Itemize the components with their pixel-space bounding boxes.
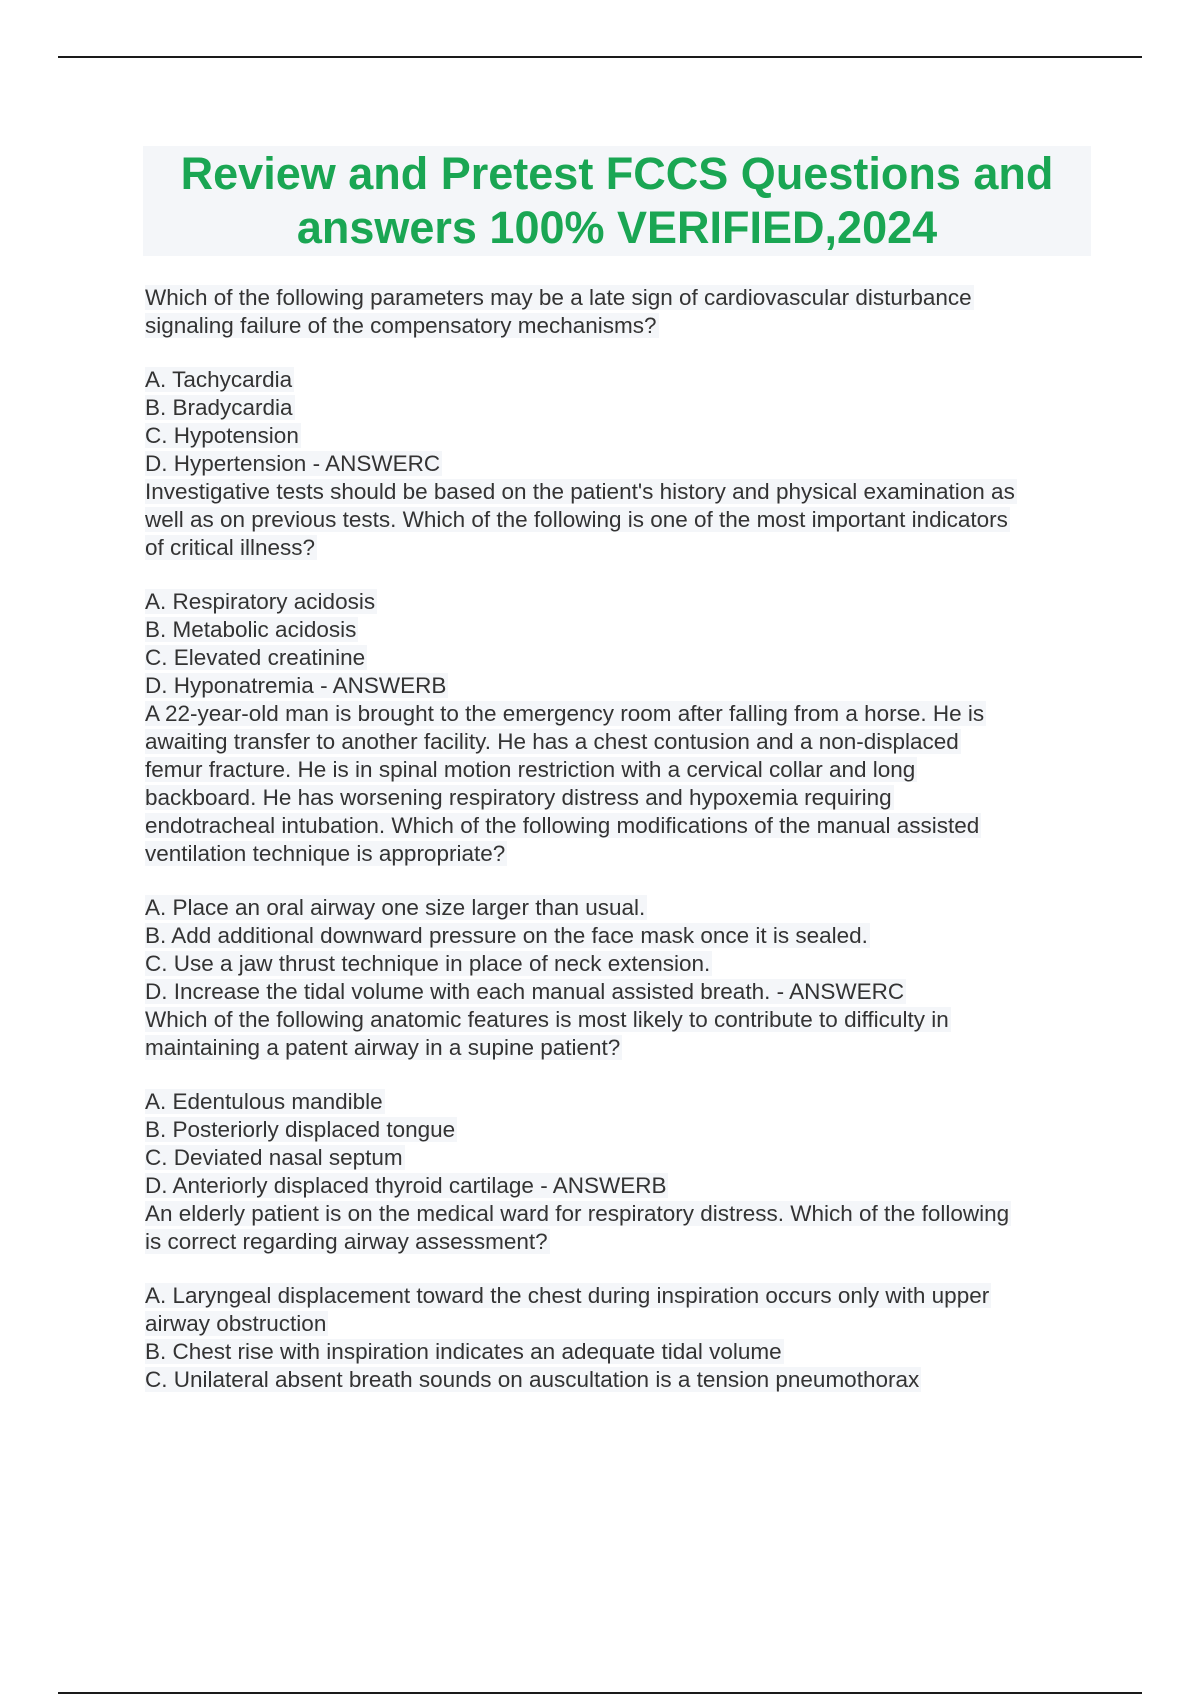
title-line-2: answers 100% VERIFIED,2024	[296, 202, 938, 253]
question-stem-line: signaling failure of the compensatory mechanisms?	[145, 313, 657, 338]
answer-option: A. Laryngeal displacement toward the chest during inspiration occurs only with upper	[145, 1283, 990, 1308]
question-4	[145, 1006, 1095, 1200]
question-stem-line: Investigative tests should be based on the patient's history and physical examination as	[145, 479, 1015, 504]
answer-option: C. Use a jaw thrust technique in place of neck extension.	[145, 951, 711, 976]
question-stem-line: An elderly patient is on the medical ward for respiratory distress. Which of the following	[145, 1201, 1010, 1226]
question-stem-line: backboard. He has worsening respiratory distress and hypoxemia requiring	[145, 785, 892, 810]
question-stem-line: is correct regarding airway assessment?	[145, 1229, 548, 1254]
answer-option: D. Increase the tidal volume with each manual assisted breath. - ANSWERC	[145, 979, 905, 1004]
answer-option: A. Place an oral airway one size larger than usual.	[145, 895, 646, 920]
answer-option: B. Posteriorly displaced tongue	[145, 1117, 456, 1142]
question-stem-line: Which of the following parameters may be a late sign of cardiovascular disturbance	[145, 285, 972, 310]
answer-option: B. Bradycardia	[145, 395, 293, 420]
answer-option: C. Hypotension	[145, 423, 299, 448]
answer-option: C. Elevated creatinine	[145, 645, 366, 670]
answer-option: A. Respiratory acidosis	[145, 589, 376, 614]
question-stem-line: well as on previous tests. Which of the following is one of the most important indicators	[145, 507, 1008, 532]
question-5	[145, 1200, 1095, 1394]
answer-option: B. Chest rise with inspiration indicates an adequate tidal volume	[145, 1339, 782, 1364]
question-3	[145, 700, 1095, 1006]
title-block	[143, 146, 1091, 256]
bottom-rule	[58, 1692, 1142, 1694]
answer-option: A. Tachycardia	[145, 367, 293, 392]
answer-option: airway obstruction	[145, 1311, 327, 1336]
answer-option: B. Add additional downward pressure on the face mask once it is sealed.	[145, 923, 868, 948]
question-stem-line: maintaining a patent airway in a supine patient?	[145, 1035, 621, 1060]
question-1	[145, 284, 1095, 478]
question-stem-line: endotracheal intubation. Which of the following modifications of the manual assisted	[145, 813, 980, 838]
question-2	[145, 478, 1095, 700]
question-stem-line: A 22-year-old man is brought to the emergency room after falling from a horse. He is	[145, 701, 985, 726]
answer-option: D. Hypertension - ANSWERC	[145, 451, 441, 476]
answer-option: C. Deviated nasal septum	[145, 1145, 403, 1170]
title-line-1: Review and Pretest FCCS Questions and	[180, 148, 1054, 199]
answer-option: D. Hyponatremia - ANSWERB	[145, 673, 447, 698]
question-stem-line: of critical illness?	[145, 535, 316, 560]
answer-option: B. Metabolic acidosis	[145, 617, 357, 642]
answer-option: C. Unilateral absent breath sounds on auscultation is a tension pneumothorax	[145, 1367, 920, 1392]
answer-option: D. Anteriorly displaced thyroid cartilage - ANSWERB	[145, 1173, 667, 1198]
answer-option: A. Edentulous mandible	[145, 1089, 383, 1114]
question-stem-line: ventilation technique is appropriate?	[145, 841, 506, 866]
question-stem-line: Which of the following anatomic features is most likely to contribute to difficulty in	[145, 1007, 949, 1032]
questions-content	[145, 284, 1095, 1394]
top-rule	[58, 56, 1142, 58]
question-stem-line: awaiting transfer to another facility. He has a chest contusion and a non-displaced	[145, 729, 959, 754]
question-stem-line: femur fracture. He is in spinal motion restriction with a cervical collar and long	[145, 757, 916, 782]
